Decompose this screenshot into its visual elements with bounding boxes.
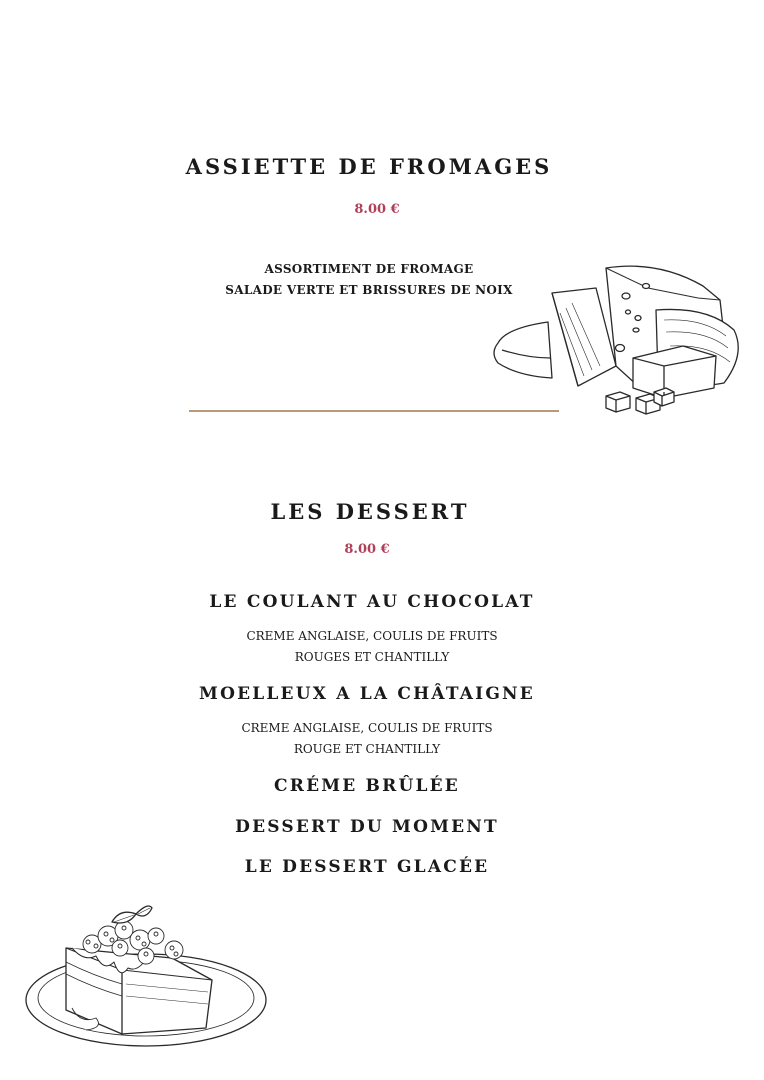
dessert-item-4-name: DESSERT DU MOMENT — [235, 817, 499, 837]
section-divider — [189, 410, 559, 412]
dessert-item-3-name: CRÉME BRÛLÉE — [274, 776, 460, 796]
desserts-price: 8.00 € — [344, 542, 390, 557]
cake-illustration — [24, 900, 276, 1060]
dessert-item-5-name: LE DESSERT GLACÉE — [244, 857, 490, 877]
cheese-section-title: ASSIETTE DE FROMAGES — [185, 154, 553, 179]
cheese-description-line-2: SALADE VERTE ET BRISSURES DE NOIX — [225, 283, 513, 297]
desserts-section-title: LES DESSERT — [270, 499, 470, 524]
dessert-item-1-name: LE COULANT AU CHOCOLAT — [209, 592, 535, 612]
dessert-item-2-desc-line-2: ROUGE ET CHANTILLY — [293, 742, 441, 756]
cheese-illustration — [488, 258, 752, 416]
cheese-description-line-1: ASSORTIMENT DE FROMAGE — [264, 262, 474, 276]
dessert-item-1-desc-line-1: CREME ANGLAISE, COULIS DE FRUITS — [246, 629, 498, 643]
dessert-item-1-desc-line-2: ROUGES ET CHANTILLY — [294, 650, 450, 664]
dessert-item-2-name: MOELLEUX A LA CHÂTAIGNE — [199, 684, 535, 704]
dessert-item-2-desc-line-1: CREME ANGLAISE, COULIS DE FRUITS — [241, 721, 493, 735]
cheese-price: 8.00 € — [354, 202, 400, 217]
